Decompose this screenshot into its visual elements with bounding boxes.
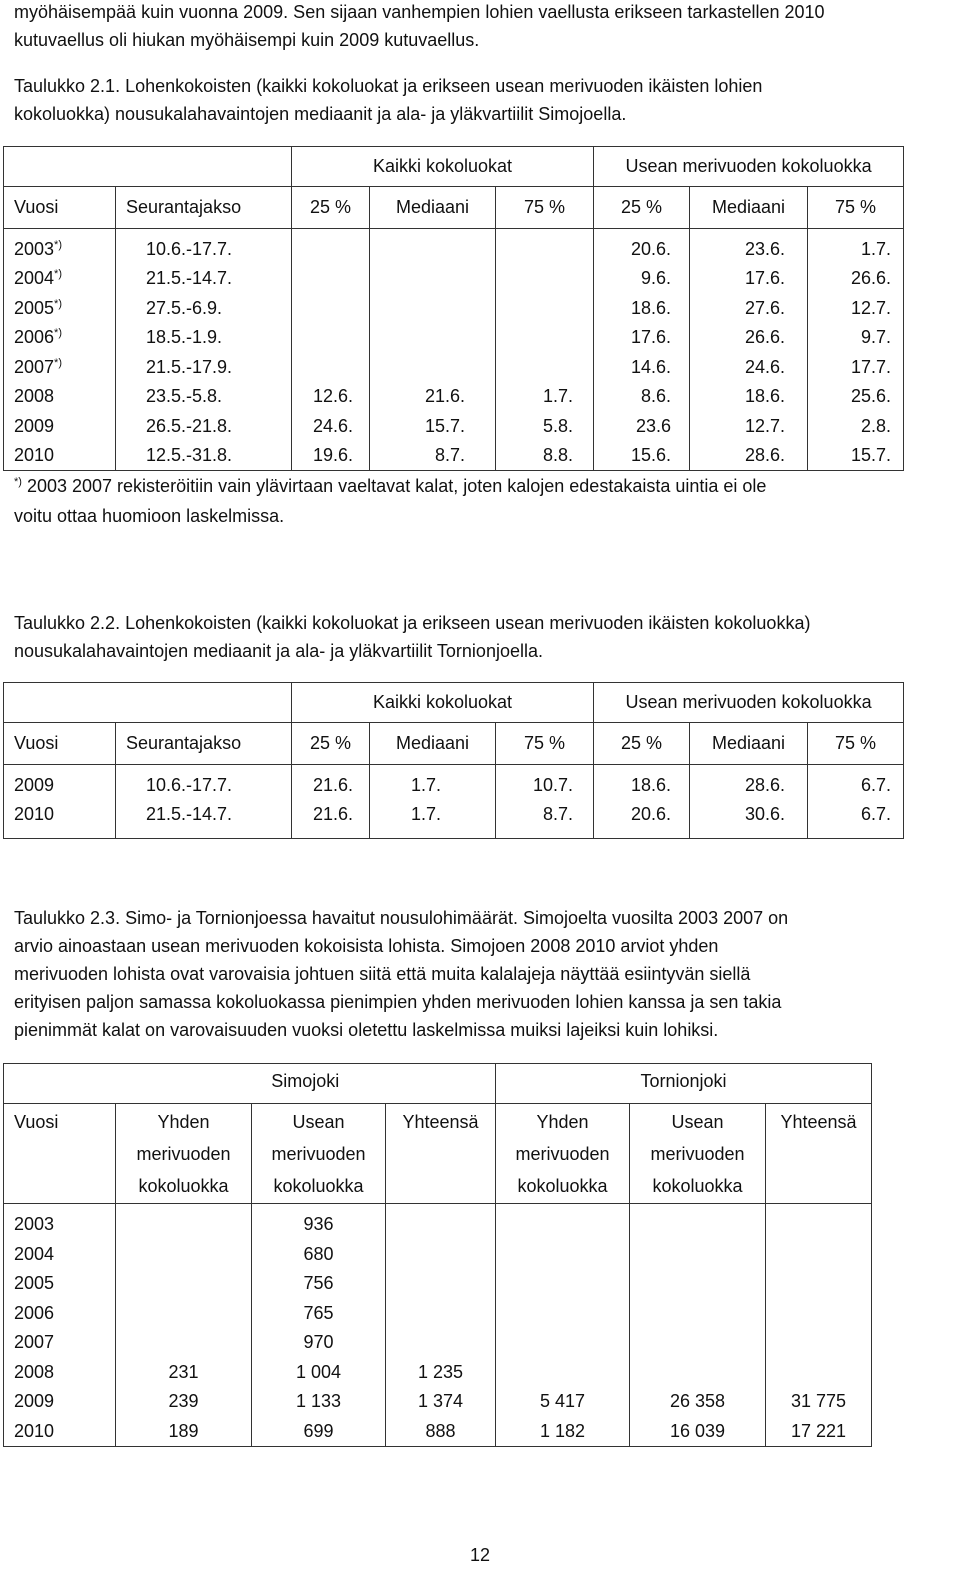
t2-cell-mmed: 28.6. bbox=[690, 765, 808, 801]
t1-cell-a75 bbox=[496, 264, 594, 294]
t1-cell-a25 bbox=[292, 229, 370, 265]
t3-h-year: Vuosi bbox=[4, 1104, 116, 1204]
t2-empty-1 bbox=[4, 683, 116, 723]
t3-cell-tm bbox=[630, 1204, 766, 1240]
t1-cell-mmed: 28.6. bbox=[690, 441, 808, 471]
t3-cell-year: 2008 bbox=[4, 1358, 116, 1388]
t1-cell-year bbox=[4, 323, 116, 353]
t3-h-torn-one-2: merivuoden bbox=[515, 1144, 610, 1164]
t1-cell-year bbox=[4, 294, 116, 324]
t3-cell-year: 2004 bbox=[4, 1240, 116, 1270]
t3-cell-year: 2009 bbox=[4, 1387, 116, 1417]
t1-cell-a25 bbox=[292, 264, 370, 294]
t2-cell-m25: 20.6. bbox=[594, 800, 690, 838]
t1-year-text: 2009 bbox=[14, 415, 55, 436]
footnote-line-1: 2003 2007 rekisteröitiin vain ylävirtaan vaeltavat kalat, joten kalojen edestakaista uintia ei ole bbox=[26, 476, 767, 496]
t2-cell-amed: 1.7. bbox=[370, 765, 496, 801]
table2-header-1: Seurantajakso bbox=[116, 723, 292, 765]
t3-cell-s1: 239 bbox=[116, 1387, 252, 1417]
t1-row-2007 bbox=[4, 353, 904, 383]
t1-cell-a75 bbox=[496, 229, 594, 265]
t3-cell-tm: 16 039 bbox=[630, 1417, 766, 1447]
t3-cell-sm: 756 bbox=[252, 1269, 386, 1299]
t1-cell-amed bbox=[370, 264, 496, 294]
t3-cell-t1 bbox=[496, 1299, 630, 1329]
t1-year-star: *) bbox=[54, 268, 62, 280]
t3-h-simo-multi-2: merivuoden bbox=[271, 1144, 366, 1164]
t1-cell-period: 12.5.-31.8. bbox=[116, 441, 292, 471]
t3-cell-tm: 26 358 bbox=[630, 1387, 766, 1417]
t3-cell-s1 bbox=[116, 1299, 252, 1329]
table3-caption-line-4: erityisen paljon samassa kokoluokassa pienimpien yhden merivuoden lohien kanssa ja sen takia bbox=[14, 992, 782, 1012]
t3-h-torn-one-1: Yhden bbox=[536, 1112, 589, 1132]
table3-caption-line-1: Taulukko 2.3. Simo- ja Tornionjoessa havaitut nousulohimäärät. Simojoelta vuosilta 2003 2007 on bbox=[14, 908, 789, 928]
t1-cell-a75 bbox=[496, 353, 594, 383]
t3-row-2007 bbox=[4, 1328, 872, 1358]
t1-year-star: *) bbox=[54, 297, 62, 310]
t1-year-star: *) bbox=[54, 356, 62, 369]
t1-cell-amed: 15.7. bbox=[370, 412, 496, 442]
t2-cell-m75: 6.7. bbox=[808, 765, 904, 801]
table1-header-2: 25 % bbox=[292, 187, 370, 229]
t1-cell-period: 10.6.-17.7. bbox=[116, 229, 292, 265]
t1-cell-m75: 12.7. bbox=[808, 294, 904, 324]
t3-row-2005 bbox=[4, 1269, 872, 1299]
t1-cell-period: 26.5.-21.8. bbox=[116, 412, 292, 442]
t1-cell-m25: 8.6. bbox=[594, 382, 690, 412]
table1-header-7: 75 % bbox=[808, 187, 904, 229]
t1-cell-period: 21.5.-14.7. bbox=[116, 264, 292, 294]
t3-cell-tm bbox=[630, 1240, 766, 1270]
t1-cell-m25: 14.6. bbox=[594, 353, 690, 383]
t1-cell-mmed: 12.7. bbox=[690, 412, 808, 442]
t3-cell-tm bbox=[630, 1328, 766, 1358]
t3-cell-sm: 970 bbox=[252, 1328, 386, 1358]
t2-body bbox=[4, 765, 904, 839]
t1-cell-amed bbox=[370, 294, 496, 324]
table1-footnote bbox=[14, 471, 949, 531]
t1-cell-mmed: 17.6. bbox=[690, 264, 808, 294]
t3-cell-tt: 17 221 bbox=[766, 1417, 872, 1447]
t1-cell-year bbox=[4, 412, 116, 442]
t3-cell-year: 2010 bbox=[4, 1417, 116, 1447]
t3-cell-st: 1 235 bbox=[386, 1358, 496, 1388]
t1-cell-m75: 1.7. bbox=[808, 229, 904, 265]
t2-header-row bbox=[4, 723, 904, 765]
t2-cell-year: 2010 bbox=[4, 800, 116, 838]
t2-group-all: Kaikki kokoluokat bbox=[292, 683, 594, 723]
t1-year-text: 2006 bbox=[14, 327, 55, 347]
t3-h-torn-one-3: kokoluokka bbox=[517, 1176, 608, 1196]
t1-cell-m25: 9.6. bbox=[594, 264, 690, 294]
t3-cell-t1 bbox=[496, 1204, 630, 1240]
t3-cell-t1 bbox=[496, 1358, 630, 1388]
table3-caption bbox=[14, 904, 949, 1044]
intro-paragraph bbox=[14, 0, 949, 54]
t1-cell-year bbox=[4, 264, 116, 294]
t1-year-text: 2003 bbox=[14, 239, 55, 259]
t1-cell-m25: 18.6. bbox=[594, 294, 690, 324]
t1-cell-period: 21.5.-17.9. bbox=[116, 353, 292, 383]
t3-row-2009 bbox=[4, 1387, 872, 1417]
t3-row-2010 bbox=[4, 1417, 872, 1447]
t1-empty-2 bbox=[116, 147, 292, 187]
t1-group-all: Kaikki kokoluokat bbox=[292, 147, 594, 187]
table3-caption-line-3: merivuoden lohista ovat varovaisia johtuen siitä että muita kalalajeja näyttää esiintyvän siellä bbox=[14, 964, 751, 984]
t3-row-2008 bbox=[4, 1358, 872, 1388]
t3-cell-s1 bbox=[116, 1204, 252, 1240]
intro-line-1: myöhäisempää kuin vuonna 2009. Sen sijaan vanhempien lohien vaellusta erikseen tarkastellen 2010 bbox=[14, 2, 825, 22]
t2-cell-year: 2009 bbox=[4, 765, 116, 801]
t1-cell-period: 23.5.-5.8. bbox=[116, 382, 292, 412]
t1-cell-amed bbox=[370, 229, 496, 265]
table2-header-2: 25 % bbox=[292, 723, 370, 765]
t1-cell-a75 bbox=[496, 294, 594, 324]
t2-cell-mmed: 30.6. bbox=[690, 800, 808, 838]
table1 bbox=[3, 146, 904, 471]
table3 bbox=[3, 1063, 872, 1447]
t3-cell-st bbox=[386, 1269, 496, 1299]
t3-cell-s1: 231 bbox=[116, 1358, 252, 1388]
t1-cell-a75: 5.8. bbox=[496, 412, 594, 442]
t1-cell-a25: 19.6. bbox=[292, 441, 370, 471]
table1-header-1: Seurantajakso bbox=[116, 187, 292, 229]
t1-cell-a75 bbox=[496, 323, 594, 353]
t3-h-simo-one bbox=[116, 1104, 252, 1204]
t3-group-simo: Simojoki bbox=[116, 1064, 496, 1104]
t1-cell-mmed: 26.6. bbox=[690, 323, 808, 353]
t3-header-row bbox=[4, 1104, 872, 1204]
t2-cell-m75: 6.7. bbox=[808, 800, 904, 838]
t3-cell-s1: 189 bbox=[116, 1417, 252, 1447]
table2-caption bbox=[14, 609, 949, 665]
t3-cell-year: 2003 bbox=[4, 1204, 116, 1240]
t1-row-2008 bbox=[4, 382, 904, 412]
t3-h-simo-total: Yhteensä bbox=[386, 1104, 496, 1204]
t3-cell-sm: 1 004 bbox=[252, 1358, 386, 1388]
t3-h-torn-one bbox=[496, 1104, 630, 1204]
t1-cell-amed: 21.6. bbox=[370, 382, 496, 412]
t3-h-simo-multi-1: Usean bbox=[292, 1112, 345, 1132]
table2-header-6: Mediaani bbox=[690, 723, 808, 765]
t1-year-text: 2008 bbox=[14, 386, 55, 406]
table2-header-4: 75 % bbox=[496, 723, 594, 765]
t3-cell-t1: 5 417 bbox=[496, 1387, 630, 1417]
t3-cell-tt bbox=[766, 1328, 872, 1358]
t1-row-2003 bbox=[4, 229, 904, 265]
t2-cell-amed: 1.7. bbox=[370, 800, 496, 838]
t3-cell-sm: 936 bbox=[252, 1204, 386, 1240]
t1-cell-mmed: 24.6. bbox=[690, 353, 808, 383]
t1-body bbox=[4, 229, 904, 471]
t1-cell-m25: 17.6. bbox=[594, 323, 690, 353]
t2-cell-period: 10.6.-17.7. bbox=[116, 765, 292, 801]
t3-h-torn-multi-1: Usean bbox=[671, 1112, 724, 1132]
t1-cell-m25: 15.6. bbox=[594, 441, 690, 471]
t3-h-simo-multi-3: kokoluokka bbox=[273, 1176, 364, 1196]
t3-cell-st bbox=[386, 1240, 496, 1270]
t3-cell-st: 1 374 bbox=[386, 1387, 496, 1417]
t3-cell-tm bbox=[630, 1358, 766, 1388]
t3-h-torn-total: Yhteensä bbox=[766, 1104, 872, 1204]
t3-cell-sm: 1 133 bbox=[252, 1387, 386, 1417]
t1-cell-amed bbox=[370, 323, 496, 353]
t2-row-2009 bbox=[4, 765, 904, 801]
t1-cell-mmed: 27.6. bbox=[690, 294, 808, 324]
table1-header-3: Mediaani bbox=[370, 187, 496, 229]
t1-row-2006 bbox=[4, 323, 904, 353]
table2-header-3: Mediaani bbox=[370, 723, 496, 765]
t3-cell-sm: 765 bbox=[252, 1299, 386, 1329]
t3-cell-tm bbox=[630, 1299, 766, 1329]
footnote-line-2: voitu ottaa huomioon laskelmissa. bbox=[14, 506, 285, 526]
t1-row-2004 bbox=[4, 264, 904, 294]
t1-row-2009 bbox=[4, 412, 904, 442]
t3-body bbox=[4, 1204, 872, 1447]
t2-group-multi: Usean merivuoden kokoluokka bbox=[594, 683, 904, 723]
t1-cell-period: 18.5.-1.9. bbox=[116, 323, 292, 353]
t3-cell-tt bbox=[766, 1269, 872, 1299]
t3-h-torn-multi bbox=[630, 1104, 766, 1204]
t3-h-torn-multi-2: merivuoden bbox=[650, 1144, 745, 1164]
t3-row-2004 bbox=[4, 1240, 872, 1270]
t2-empty-2 bbox=[116, 683, 292, 723]
t3-cell-year: 2006 bbox=[4, 1299, 116, 1329]
t1-cell-amed: 8.7. bbox=[370, 441, 496, 471]
t3-cell-tm bbox=[630, 1269, 766, 1299]
table1-caption-line-2: kokoluokka) nousukalahavaintojen mediaanit ja ala- ja yläkvartiilit Simojoella. bbox=[14, 104, 627, 124]
t1-cell-year bbox=[4, 229, 116, 265]
t1-cell-year bbox=[4, 441, 116, 471]
t3-cell-tt bbox=[766, 1240, 872, 1270]
t1-cell-m75: 25.6. bbox=[808, 382, 904, 412]
t2-cell-m25: 18.6. bbox=[594, 765, 690, 801]
t1-year-text: 2005 bbox=[14, 297, 55, 318]
t2-cell-a75: 10.7. bbox=[496, 765, 594, 801]
t3-cell-tt bbox=[766, 1204, 872, 1240]
t1-cell-m75: 26.6. bbox=[808, 264, 904, 294]
t1-row-2010 bbox=[4, 441, 904, 471]
table2-header-0: Vuosi bbox=[4, 723, 116, 765]
t1-cell-m75: 15.7. bbox=[808, 441, 904, 471]
t3-cell-st bbox=[386, 1328, 496, 1358]
t3-h-simo-one-2: merivuoden bbox=[136, 1144, 231, 1164]
t2-row-2010 bbox=[4, 800, 904, 838]
t2-cell-a25: 21.6. bbox=[292, 765, 370, 801]
t1-year-star: *) bbox=[54, 239, 62, 251]
t1-cell-a25 bbox=[292, 353, 370, 383]
table1-header-5: 25 % bbox=[594, 187, 690, 229]
t2-cell-a75: 8.7. bbox=[496, 800, 594, 838]
t3-cell-s1 bbox=[116, 1328, 252, 1358]
t3-cell-st: 888 bbox=[386, 1417, 496, 1447]
t1-cell-year bbox=[4, 382, 116, 412]
table2-header-7: 75 % bbox=[808, 723, 904, 765]
table2-header-5: 25 % bbox=[594, 723, 690, 765]
t3-cell-st bbox=[386, 1204, 496, 1240]
t2-cell-a25: 21.6. bbox=[292, 800, 370, 838]
t1-header-row bbox=[4, 187, 904, 229]
t1-cell-mmed: 18.6. bbox=[690, 382, 808, 412]
t3-cell-sm: 699 bbox=[252, 1417, 386, 1447]
t3-h-simo-multi bbox=[252, 1104, 386, 1204]
t3-cell-s1 bbox=[116, 1269, 252, 1299]
t1-row-2005 bbox=[4, 294, 904, 324]
t3-cell-s1 bbox=[116, 1240, 252, 1270]
t1-cell-m25: 20.6. bbox=[594, 229, 690, 265]
t3-group-torn: Tornionjoki bbox=[496, 1064, 872, 1104]
t1-year-text: 2004 bbox=[14, 268, 55, 288]
t1-cell-a25: 12.6. bbox=[292, 382, 370, 412]
t3-cell-sm: 680 bbox=[252, 1240, 386, 1270]
t1-cell-a25: 24.6. bbox=[292, 412, 370, 442]
t3-cell-t1: 1 182 bbox=[496, 1417, 630, 1447]
table1-caption bbox=[14, 72, 949, 128]
t1-cell-m75: 2.8. bbox=[808, 412, 904, 442]
table1-header-0: Vuosi bbox=[4, 187, 116, 229]
t1-empty-1 bbox=[4, 147, 116, 187]
t1-cell-m75: 9.7. bbox=[808, 323, 904, 353]
t1-cell-a75: 8.8. bbox=[496, 441, 594, 471]
table1-caption-line-1: Taulukko 2.1. Lohenkokoisten (kaikki kokoluokat ja erikseen usean merivuoden ikäisten lohien bbox=[14, 76, 763, 96]
t1-cell-year bbox=[4, 353, 116, 383]
table2-caption-line-1: Taulukko 2.2. Lohenkokoisten (kaikki kokoluokat ja erikseen usean merivuoden ikäisten kokoluokka) bbox=[14, 613, 811, 633]
t3-cell-tt bbox=[766, 1299, 872, 1329]
page-number: 12 bbox=[469, 1545, 491, 1565]
t3-cell-year: 2005 bbox=[4, 1269, 116, 1299]
t3-row-2006 bbox=[4, 1299, 872, 1329]
table1-header-4: 75 % bbox=[496, 187, 594, 229]
t3-row-2003 bbox=[4, 1204, 872, 1240]
t3-empty-1 bbox=[4, 1064, 116, 1104]
footnote-mark: *) bbox=[14, 476, 22, 488]
t1-cell-a25 bbox=[292, 294, 370, 324]
t1-cell-m25: 23.6 bbox=[594, 412, 690, 442]
t3-cell-tt bbox=[766, 1358, 872, 1388]
t1-cell-m75: 17.7. bbox=[808, 353, 904, 383]
t1-cell-a25 bbox=[292, 323, 370, 353]
t1-year-star: *) bbox=[54, 327, 62, 339]
t3-cell-t1 bbox=[496, 1240, 630, 1270]
t1-year-text: 2010 bbox=[14, 445, 55, 465]
t1-cell-mmed: 23.6. bbox=[690, 229, 808, 265]
t3-cell-t1 bbox=[496, 1269, 630, 1299]
t3-cell-year: 2007 bbox=[4, 1328, 116, 1358]
intro-line-2: kutuvaellus oli hiukan myöhäisempi kuin 2009 kutuvaellus. bbox=[14, 30, 480, 50]
t1-cell-a75: 1.7. bbox=[496, 382, 594, 412]
table3-caption-line-5: pienimmät kalat on varovaisuuden vuoksi oletettu laskelmissa muiksi lajeiksi kuin lohiksi. bbox=[14, 1020, 719, 1040]
t3-cell-tt: 31 775 bbox=[766, 1387, 872, 1417]
t3-cell-st bbox=[386, 1299, 496, 1329]
t1-group-multi: Usean merivuoden kokoluokka bbox=[594, 147, 904, 187]
table1-header-6: Mediaani bbox=[690, 187, 808, 229]
table2 bbox=[3, 682, 904, 839]
t1-cell-period: 27.5.-6.9. bbox=[116, 294, 292, 324]
t2-cell-period: 21.5.-14.7. bbox=[116, 800, 292, 838]
table3-caption-line-2: arvio ainoastaan usean merivuoden kokoisista lohista. Simojoen 2008 2010 arviot yhden bbox=[14, 936, 719, 956]
t1-year-text: 2007 bbox=[14, 356, 55, 377]
t3-h-simo-one-1: Yhden bbox=[157, 1112, 210, 1132]
table2-caption-line-2: nousukalahavaintojen mediaanit ja ala- ja yläkvartiilit Tornionjoella. bbox=[14, 641, 543, 661]
t3-cell-t1 bbox=[496, 1328, 630, 1358]
t3-h-simo-one-3: kokoluokka bbox=[138, 1176, 229, 1196]
t3-h-torn-multi-3: kokoluokka bbox=[652, 1176, 743, 1196]
t1-cell-amed bbox=[370, 353, 496, 383]
